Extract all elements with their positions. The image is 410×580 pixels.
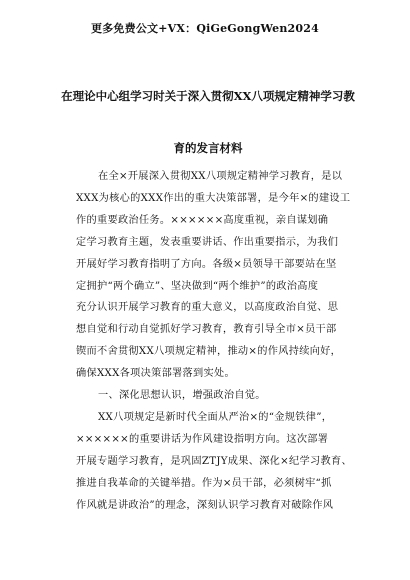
paragraph-line: ××××××的重要讲话为作风建设指明方向。这次部署 [76, 433, 329, 445]
paragraph-line: 确保XXX各项决策部署落到实处。 [76, 368, 235, 380]
paragraph-line: 作的重要政治任务。××××××高度重视，亲自谋划确 [76, 214, 329, 226]
document-title [58, 70, 358, 174]
paragraph-line: 开展好学习教育指明了方向。各级×员领导干部要站在坚 [76, 258, 337, 270]
body-text [76, 166, 352, 517]
header-promo-text: 更多免费公文+VX：QiGeGongWen2024 [91, 22, 319, 35]
section-heading: 一、深化思想认识，增强政治自觉。 [98, 390, 266, 402]
title-line-2: 育的发言材料 [173, 141, 243, 155]
title-line-1: 在理论中心组学习时关于深入贯彻XX八项规定精神学习教 [61, 89, 355, 103]
paragraph-line: 开展专题学习教育，是巩固ZTJY成果、深化×纪学习教育、 [76, 455, 352, 467]
paragraph-line: 在全×开展深入贯彻XX八项规定精神学习教育，是以 [98, 171, 343, 182]
paragraph-line: 充分认识开展学习教育的重大意义，以高度政治自觉、思 [76, 302, 339, 314]
paragraph-line: 作风就是讲政治”的理念，深刻认识学习教育对破除作风 [76, 499, 334, 511]
paragraph-line: 推进自我革命的关键举措。作为×员干部，必须树牢“抓 [76, 477, 332, 489]
paragraph-line: 定拥护“两个确立”、坚决做到“两个维护”的政治高度 [76, 280, 319, 292]
paragraph-line: XX八项规定是新时代全面从严治×的“金规铁律”， [98, 411, 333, 423]
paragraph-line: 锲而不舍贯彻XX八项规定精神，推动×的作风持续向好， [76, 346, 342, 358]
paragraph-line: XXX为核心的XXX作出的重大决策部署，是今年×的建设工 [76, 192, 351, 204]
paragraph-line: 定学习教育主题，发表重要讲话、作出重要指示，为我们 [76, 236, 339, 248]
paragraph-line: 想自觉和行动自觉抓好学习教育，教育引导全市×员干部 [76, 324, 337, 336]
